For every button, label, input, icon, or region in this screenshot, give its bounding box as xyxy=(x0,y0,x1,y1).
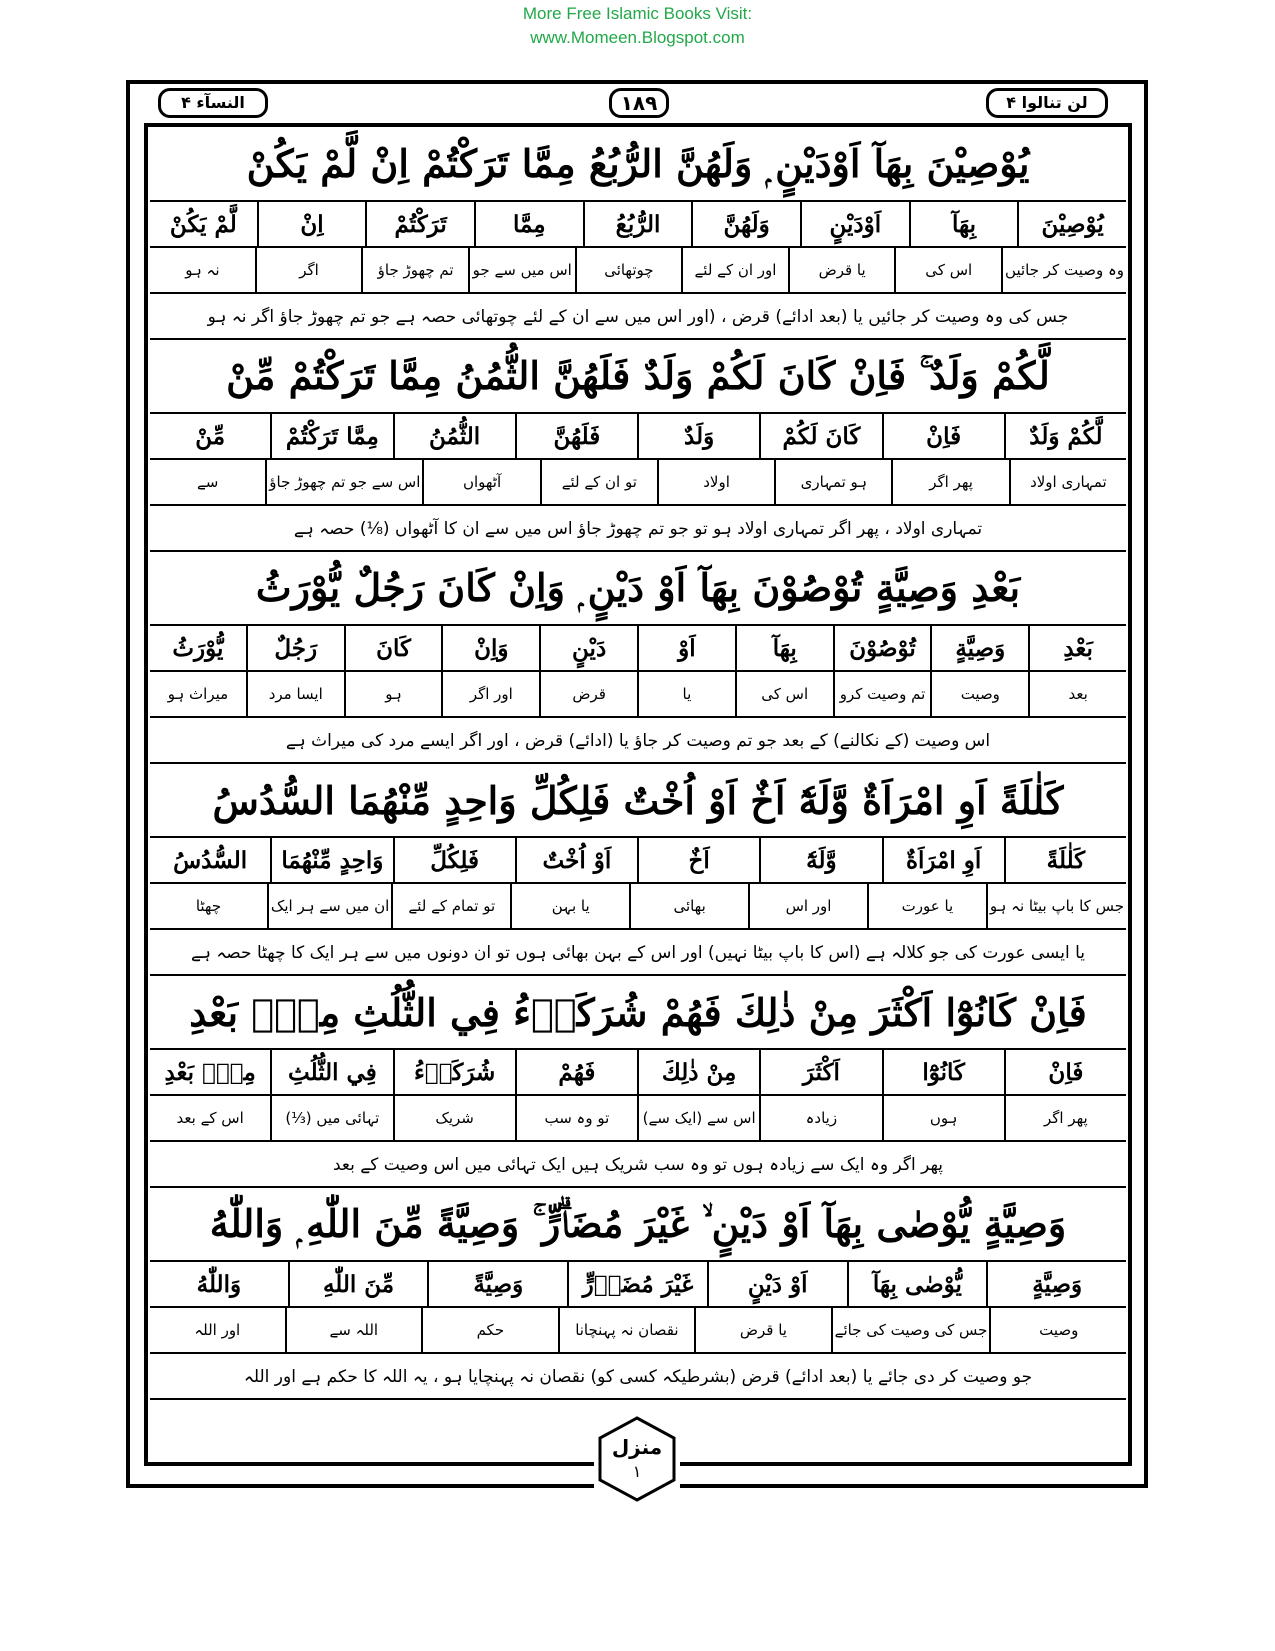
word-cell: السُّدُسُ xyxy=(173,846,248,874)
word-cell: اَوْ اُخْتٌ xyxy=(515,838,637,882)
word-cell: فَاِنْ xyxy=(882,414,1004,458)
meaning-cell: سے xyxy=(196,473,219,491)
word-cell: كَلٰلَةً xyxy=(1004,838,1126,882)
word-cell: وَصِيَّةً xyxy=(427,1262,567,1306)
word-cell: فِي الثُّلُثِ xyxy=(270,1050,392,1094)
para-name-label: لن تنالوا ۴ xyxy=(986,88,1108,118)
word-row xyxy=(150,626,1126,672)
meaning-cell: وصیت xyxy=(930,672,1028,716)
word-cell: مِّنَ اللّٰهِ xyxy=(288,1262,428,1306)
surah-name-label: النسآء ۴ xyxy=(158,88,268,118)
meaning-row xyxy=(150,1308,1126,1354)
meaning-cell: اللہ سے xyxy=(285,1308,422,1352)
promo-line-2: www.Momeen.Blogspot.com xyxy=(530,28,745,47)
meaning-cell: بھائی xyxy=(629,884,748,928)
word-cell: وَاللّٰهُ xyxy=(196,1270,242,1298)
word-cell: اَوْ دَيْنٍ xyxy=(707,1262,847,1306)
verse-block xyxy=(150,552,1126,764)
arabic-verse: لَّكُمْ وَلَدٌ ۚ فَاِنْ كَانَ لَكُمْ وَلَدٌ فَلَهُنَّ الثُّمُنُ مِمَّا تَرَكْتُمْ مِّنْ xyxy=(150,340,1126,414)
word-cell: وَلَهُنَّ xyxy=(691,202,800,246)
meaning-cell: زیادہ xyxy=(759,1096,881,1140)
word-cell: مِمَّا xyxy=(474,202,583,246)
word-cell: يُوْصِيْنَ xyxy=(1017,202,1126,246)
meaning-cell: حکم xyxy=(421,1308,558,1352)
word-cell: مِّنْ xyxy=(195,422,226,450)
meaning-cell: جس کی وصیت کی جائے xyxy=(831,1308,990,1352)
word-cell: وَصِيَّةٍ xyxy=(986,1262,1126,1306)
word-cell: اَوْدَيْنٍ xyxy=(800,202,909,246)
manzil-label: منزل xyxy=(611,1435,663,1459)
word-cell: رَجُلٌ xyxy=(246,626,344,670)
meaning-cell: یا بہن xyxy=(510,884,629,928)
verse-block xyxy=(150,340,1126,552)
word-cell: دَيْنٍ xyxy=(539,626,637,670)
meaning-cell: یا xyxy=(637,672,735,716)
meaning-cell: اور اس xyxy=(748,884,867,928)
word-cell: مِنْ ذٰلِكَ xyxy=(637,1050,759,1094)
meaning-cell: قرض xyxy=(539,672,637,716)
meaning-cell: ہو xyxy=(344,672,442,716)
manzil-marker xyxy=(594,1416,680,1502)
meaning-cell: تم وصیت کرو xyxy=(833,672,931,716)
word-cell: تُوْصُوْنَ xyxy=(833,626,931,670)
meaning-cell: تو وہ سب xyxy=(515,1096,637,1140)
verse-block xyxy=(150,128,1126,340)
meaning-row xyxy=(150,1096,1126,1142)
word-cell: وَاحِدٍ مِّنْهُمَا xyxy=(270,838,392,882)
arabic-verse: بَعْدِ وَصِيَّةٍ تُوْصُوْنَ بِهَآ اَوْ دَيْنٍ ۭ وَاِنْ كَانَ رَجُلٌ يُّوْرَثُ xyxy=(150,552,1126,626)
word-cell: كَانَ xyxy=(344,626,442,670)
promo-note xyxy=(0,2,1275,50)
meaning-cell: اگر xyxy=(255,248,362,292)
word-cell: فَاِنْ xyxy=(1004,1050,1126,1094)
meaning-cell: یا عورت xyxy=(867,884,986,928)
meaning-cell: اور اگر xyxy=(441,672,539,716)
translation-line: اس وصیت (کے نکالنے) کے بعد جو تم وصیت کر جاؤ یا (ادائے) قرض ، اور اگر ایسے مرد کی میراث ہے xyxy=(285,730,991,751)
promo-line-1: More Free Islamic Books Visit: xyxy=(522,4,753,23)
meaning-cell: پھر اگر xyxy=(1004,1096,1126,1140)
meaning-cell: وصیت xyxy=(989,1308,1126,1352)
word-row xyxy=(150,1050,1126,1096)
meaning-cell: وہ وصیت کر جائیں xyxy=(1001,248,1126,292)
meaning-cell: اس سے جو تم چھوڑ جاؤ xyxy=(265,460,422,504)
translation-line: جس کی وہ وصیت کر جائیں یا (بعد ادائے) قرض ، (اور اس میں سے ان کے لئے چوتھائی حصہ ہے جو تم چھوڑ جاؤ اگر نہ ہو xyxy=(207,306,1069,327)
meaning-cell: اس میں سے جو xyxy=(468,248,575,292)
word-cell: مِمَّا تَرَكْتُمْ xyxy=(270,414,392,458)
meaning-cell: تو ان کے لئے xyxy=(540,460,657,504)
meaning-cell: چوتھائی xyxy=(575,248,682,292)
word-cell: الثُّمُنُ xyxy=(393,414,515,458)
meaning-cell: اولاد xyxy=(657,460,774,504)
arabic-verse: وَصِيَّةٍ يُّوْصٰى بِهَآ اَوْ دَيْنٍ ۙ غَيْرَ مُضَاۗرٍّ ۚ وَصِيَّةً مِّنَ اللّٰهِ ۭ وَاللّٰهُ xyxy=(150,1188,1126,1262)
word-cell: شُرَكَاۗءُ xyxy=(393,1050,515,1094)
word-cell: فَلَهُنَّ xyxy=(515,414,637,458)
word-cell: اَكْثَرَ xyxy=(759,1050,881,1094)
meaning-row xyxy=(150,884,1126,930)
meaning-row xyxy=(150,460,1126,506)
meaning-cell: اس کے بعد xyxy=(176,1109,244,1127)
verse-block xyxy=(150,1188,1126,1400)
meaning-cell: ہو تمہاری xyxy=(774,460,891,504)
meaning-cell: اس سے (ایک سے) xyxy=(637,1096,759,1140)
word-cell: اَخٌ xyxy=(637,838,759,882)
meaning-cell: نقصان نہ پہنچانا xyxy=(558,1308,695,1352)
meaning-cell: میراث ہو xyxy=(167,685,229,703)
meaning-cell: اس کی xyxy=(735,672,833,716)
meaning-cell: اور اللہ xyxy=(194,1321,241,1339)
meaning-cell: یا قرض xyxy=(694,1308,831,1352)
word-cell: فَهُمْ xyxy=(515,1050,637,1094)
arabic-verse: يُوْصِيْنَ بِهَآ اَوْدَيْنٍ ۭ وَلَهُنَّ الرُّبُعُ مِمَّا تَرَكْتُمْ اِنْ لَّمْ يَكُنْ xyxy=(150,128,1126,202)
meaning-cell: یا قرض xyxy=(788,248,895,292)
translation-line: یا ایسی عورت کی جو کلالہ ہے (اس کا باپ بیٹا نہیں) اور اس کے بہن بھائی ہوں تو ان دونوں میں سے ہر ایک کا چھٹا حصہ ہے xyxy=(191,942,1085,963)
manzil-number: ۱ xyxy=(632,1462,642,1481)
page-number: ۱۸۹ xyxy=(609,88,669,118)
meaning-row xyxy=(150,672,1126,718)
word-cell: وَلَدٌ xyxy=(637,414,759,458)
word-cell: يُّوْرَثُ xyxy=(172,634,224,662)
word-cell: غَيْرَ مُضَاۗرٍّ xyxy=(567,1262,707,1306)
meaning-row xyxy=(150,248,1126,294)
meaning-cell: اس کی xyxy=(894,248,1001,292)
word-row xyxy=(150,202,1126,248)
word-row xyxy=(150,414,1126,460)
arabic-verse: فَاِنْ كَانُوْٓا اَكْثَرَ مِنْ ذٰلِكَ فَهُمْ شُرَكَاۗءُ فِي الثُّلُثِ مِنْۢ بَعْدِ xyxy=(150,976,1126,1050)
word-cell: كَانُوْٓا xyxy=(882,1050,1004,1094)
meaning-cell: ان میں سے ہر ایک xyxy=(267,884,391,928)
word-cell: وَصِيَّةٍ xyxy=(930,626,1028,670)
meaning-cell: ہوں xyxy=(882,1096,1004,1140)
word-cell: لَّكُمْ وَلَدٌ xyxy=(1004,414,1126,458)
meaning-cell: شریک xyxy=(393,1096,515,1140)
verse-block xyxy=(150,976,1126,1188)
meaning-cell: جس کا باپ بیٹا نہ ہو xyxy=(986,884,1126,928)
word-cell: بَعْدِ xyxy=(1028,626,1126,670)
translation-line: پھر اگر وہ ایک سے زیادہ ہوں تو وہ سب شریک ہیں ایک تہائی میں اس وصیت کے بعد xyxy=(332,1154,944,1175)
word-cell: وَاِنْ xyxy=(441,626,539,670)
word-cell: فَلِكُلِّ xyxy=(393,838,515,882)
verse-block xyxy=(150,764,1126,976)
word-cell: لَّمْ يَكُنْ xyxy=(169,210,237,238)
arabic-verse: كَلٰلَةً اَوِ امْرَاَةٌ وَّلَهٗٓ اَخٌ اَوْ اُخْتٌ فَلِكُلِّ وَاحِدٍ مِّنْهُمَا السُّدُسُ xyxy=(150,764,1126,838)
word-cell: بِهَآ xyxy=(735,626,833,670)
meaning-cell: چھٹا xyxy=(195,897,222,915)
meaning-cell: اور ان کے لئے xyxy=(681,248,788,292)
meaning-cell: تم چھوڑ جاؤ xyxy=(361,248,468,292)
translation-line: تمہاری اولاد ، پھر اگر تمہاری اولاد ہو تو جو تم چھوڑ جاؤ اس میں سے ان کا آٹھواں (⅛) حصہ ہے xyxy=(293,518,983,539)
meaning-cell: تو تمام کے لئے xyxy=(391,884,510,928)
word-cell: اِنْ xyxy=(257,202,366,246)
word-cell: كَانَ لَكُمْ xyxy=(759,414,881,458)
word-cell: اَوْ xyxy=(637,626,735,670)
word-cell: اَوِ امْرَاَةٌ xyxy=(882,838,1004,882)
page-content xyxy=(150,128,1126,1400)
meaning-cell: پھر اگر xyxy=(891,460,1008,504)
word-cell: مِنْۢ بَعْدِ xyxy=(164,1058,256,1086)
meaning-cell: تمہاری اولاد xyxy=(1009,460,1126,504)
meaning-cell: آٹھواں xyxy=(422,460,539,504)
meaning-cell: ایسا مرد xyxy=(246,672,344,716)
word-cell: وَّلَهٗٓ xyxy=(759,838,881,882)
word-cell: يُّوْصٰى بِهَآ xyxy=(847,1262,987,1306)
word-cell: بِهَآ xyxy=(909,202,1018,246)
meaning-cell: بعد xyxy=(1028,672,1126,716)
word-row xyxy=(150,838,1126,884)
word-row xyxy=(150,1262,1126,1308)
word-cell: تَرَكْتُمْ xyxy=(365,202,474,246)
meaning-cell: نہ ہو xyxy=(185,261,220,279)
translation-line: جو وصیت کر دی جائے یا (بعد ادائے) قرض (بشرطیکہ کسی کو) نقصان نہ پہنچایا ہو ، یہ اللہ کا حکم ہے اور اللہ xyxy=(243,1366,1033,1387)
word-cell: الرُّبُعُ xyxy=(583,202,692,246)
meaning-cell: تہائی میں (⅓) xyxy=(270,1096,392,1140)
